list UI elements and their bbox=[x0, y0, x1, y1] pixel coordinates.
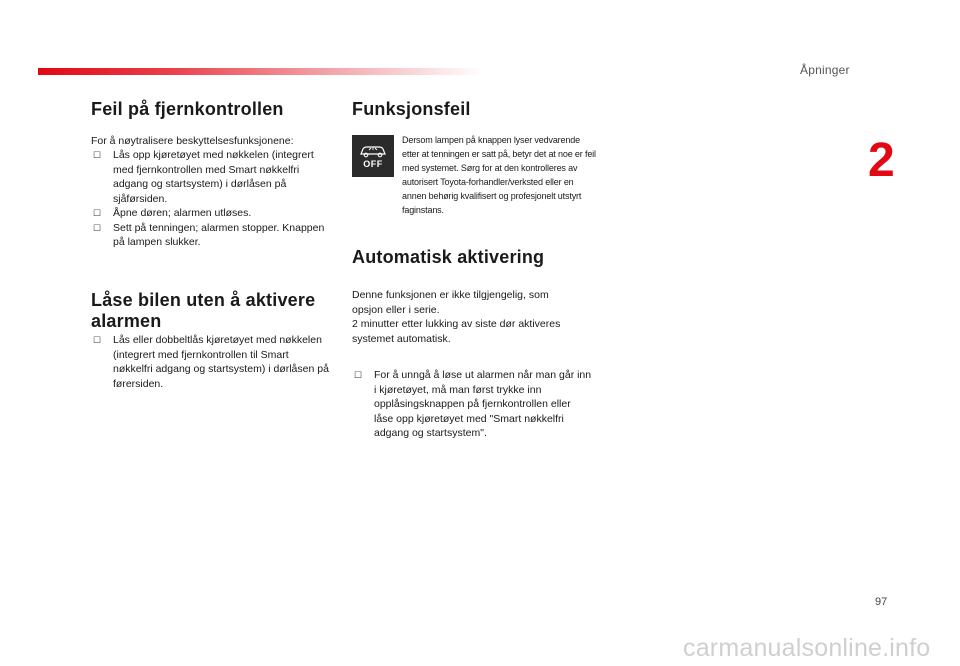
automatic-para1: Denne funksjonen er ikke tilgjengelig, som opsjon eller i serie. bbox=[352, 289, 549, 316]
automatic-para2: 2 minutter etter lukking av siste dør aktiveres systemet automatisk. bbox=[352, 318, 561, 345]
list-item: ☐ Lås opp kjøretøyet med nøkkelen (integrert med fjernkontrollen med Smart nøkkelfri adgang og startsystem) i dørlåsen på sjåførsiden. bbox=[93, 149, 314, 205]
remote-fault-intro: For å nøytralisere beskyttelsesfunksjonene: bbox=[91, 135, 294, 147]
heading-automatic: Automatisk aktivering bbox=[352, 247, 545, 267]
automatic-steps bbox=[352, 368, 592, 441]
car-alarm-off-icon bbox=[352, 135, 394, 177]
page-number: 97 bbox=[875, 596, 888, 608]
checkbox-bullet-icon: ☐ bbox=[93, 222, 102, 233]
list-item: ☐ Sett på tenningen; alarmen stopper. Knappen på lampen slukker. bbox=[93, 221, 325, 248]
car-outline-icon bbox=[358, 144, 388, 158]
watermark: carmanualsonline.info bbox=[683, 634, 931, 662]
heading-lock-without-alarm: Låse bilen uten å aktivere alarmen bbox=[91, 290, 316, 331]
remote-fault-steps bbox=[91, 148, 331, 250]
lock-without-steps bbox=[91, 333, 331, 391]
off-label: OFF bbox=[363, 158, 383, 169]
checkbox-bullet-icon: ☐ bbox=[93, 150, 102, 160]
chapter-number: 2 bbox=[868, 134, 895, 187]
list-item: ☐ Åpne døren; alarmen utløses. bbox=[93, 207, 252, 219]
header-accent-bar bbox=[38, 68, 483, 75]
list-item: ☐ Lås eller dobbeltlås kjøretøyet med nøkkelen (integrert med fjernkontrollen til Smart nøkkelfri adgang og startsystem) i dørlåsen på førersiden. bbox=[93, 334, 329, 390]
malfunction-text: Dersom lampen på knappen lyser vedvarende etter at tenningen er satt på, betyr det at noe er feil med systemet. Sørg for at den kontrolleres av autorisert Toyota-forhandler/verksted eller en annen behørig kvalifisert og profesjonelt utstyrt faginstans. bbox=[402, 135, 596, 215]
checkbox-bullet-icon: ☐ bbox=[93, 208, 102, 218]
section-label: Åpninger bbox=[800, 63, 850, 77]
checkbox-bullet-icon: ☐ bbox=[354, 370, 363, 380]
heading-remote-fault: Feil på fjernkontrollen bbox=[91, 99, 284, 119]
heading-malfunction: Funksjonsfeil bbox=[352, 99, 471, 119]
checkbox-bullet-icon: ☐ bbox=[93, 335, 102, 345]
list-item: ☐ For å unngå å løse ut alarmen når man går inn i kjøretøyet, må man først trykke inn opplåsingsknappen på fjernkontrollen eller låse opp kjøretøyet med "Smart nøkkelfri adgang og startsystem". bbox=[354, 369, 592, 439]
